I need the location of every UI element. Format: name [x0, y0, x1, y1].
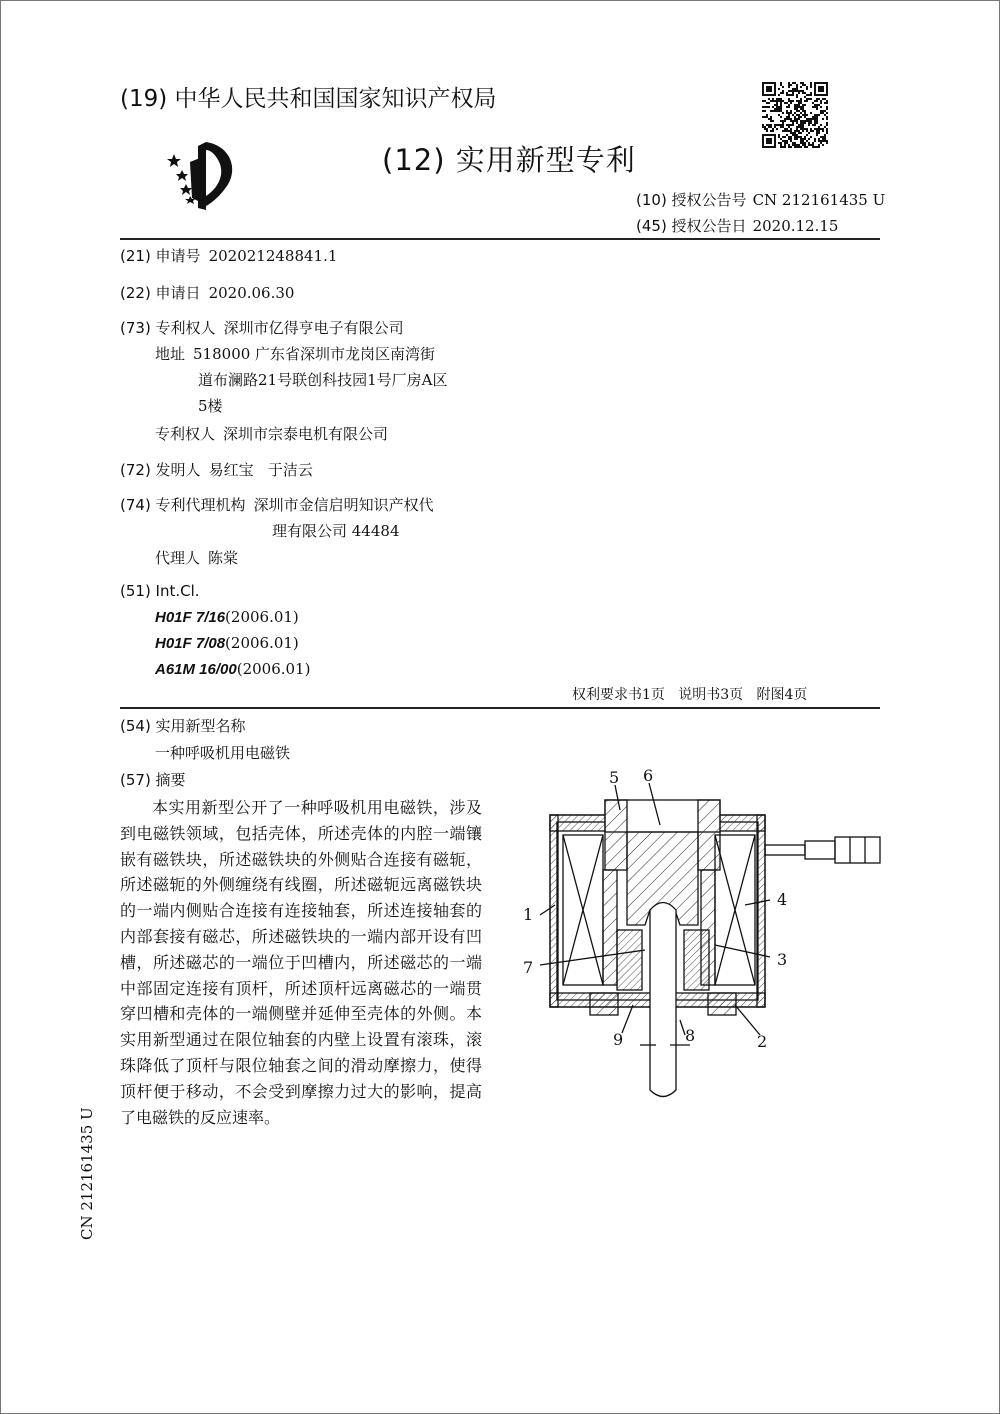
abstract-label: (57) 摘要	[120, 771, 186, 789]
agency-line-2: 理有限公司 44484	[272, 522, 400, 540]
fig-label-8: 8	[685, 1026, 696, 1045]
patentee-row	[120, 317, 404, 338]
intcl-code: H01F 7/08	[155, 635, 226, 652]
intcl-label: (51) Int.Cl.	[120, 582, 200, 600]
intcl-item	[155, 608, 299, 626]
address-label: 地址	[155, 345, 186, 363]
office-name: (19) 中华人民共和国国家知识产权局	[120, 86, 497, 112]
address-row	[155, 343, 435, 364]
agent: 陈棠	[208, 549, 239, 567]
address-line-1: 518000 广东省深圳市龙岗区南湾街	[193, 345, 436, 363]
abstract-text: 本实用新型公开了一种呼吸机用电磁铁，涉及到电磁铁领域，包括壳体，所述壳体的内腔一端镶嵌有磁铁块，所述磁铁块的外侧贴合连接有磁轭，所述磁轭的外侧缠绕有线圈，所述磁轭远离磁铁块的一端内侧贴合连接有连接轴套，所述连接轴套的内部套接有磁芯，所述磁铁块的一端内部开设有凹槽，所述磁芯的一端位于凹槽内，所述磁芯的一端中部固定连接有顶杆，所述顶杆远离磁芯的一端贯穿凹槽和壳体的一端侧壁并延伸至壳体的外侧。本实用新型通过在限位轴套的内壁上设置有滚珠，滚珠降低了顶杆与限位轴套之间的滑动摩擦力，使得顶杆便于移动，不会受到摩擦力过大的影响，提高了电磁铁的反应速率。	[120, 798, 482, 1127]
intcl-item	[155, 660, 310, 678]
intcl-code: A61M 16/00	[155, 661, 237, 678]
inventor-label: (72) 发明人	[120, 461, 201, 479]
patentee-2-row	[155, 423, 388, 444]
agency-row	[120, 494, 434, 515]
fig-label-6: 6	[643, 766, 654, 785]
inventor-row	[120, 459, 313, 480]
intcl-version: (2006.01)	[225, 608, 299, 626]
agent-row	[155, 547, 238, 568]
application-date-row	[120, 282, 294, 303]
side-document-number: CN 212161435 U	[78, 1107, 96, 1240]
intcl-version: (2006.01)	[225, 634, 299, 652]
intcl-code: H01F 7/16	[155, 609, 226, 626]
cnipa-logo	[160, 132, 240, 212]
application-number: 202021248841.1	[208, 247, 338, 265]
application-date: 2020.06.30	[208, 284, 295, 302]
pub-number-row	[636, 189, 885, 210]
fig-label-7: 7	[523, 958, 534, 977]
intcl-version: (2006.01)	[236, 660, 311, 678]
fig-label-9: 9	[613, 1030, 624, 1049]
inventors: 易红宝 于洁云	[208, 461, 313, 479]
title-label: (54) 实用新型名称	[120, 717, 246, 735]
fig-label-1: 1	[523, 905, 534, 924]
pub-date: 2020.12.15	[752, 217, 839, 235]
application-number-label: (21) 申请号	[120, 247, 201, 265]
pub-number: CN 212161435 U	[752, 191, 886, 209]
section-rule	[120, 707, 880, 709]
header-rule	[120, 238, 880, 240]
document-type: (12) 实用新型专利	[382, 143, 636, 177]
patentee-2-label: 专利权人	[155, 425, 216, 443]
fig-label-2: 2	[757, 1032, 768, 1051]
pub-date-row	[636, 215, 838, 236]
address-line-3: 5楼	[198, 397, 223, 415]
fig-label-4: 4	[777, 890, 788, 909]
patentee-1: 深圳市亿得亨电子有限公司	[223, 319, 404, 337]
intcl-item	[155, 634, 299, 652]
fig-label-3: 3	[777, 950, 788, 969]
patentee-label: (73) 专利权人	[120, 319, 216, 337]
abstract-drawing	[515, 765, 895, 1100]
qr-code	[762, 82, 828, 148]
address-line-2: 道布澜路21号联创科技园1号厂房A区	[198, 371, 448, 389]
patentee-2: 深圳市宗泰电机有限公司	[223, 425, 389, 443]
pub-date-label: (45) 授权公告日	[636, 217, 747, 235]
pages-info: 权利要求书1页 说明书3页 附图4页	[572, 687, 808, 703]
pub-number-label: (10) 授权公告号	[636, 191, 747, 209]
agency-line-1: 深圳市金信启明知识产权代	[253, 496, 434, 514]
agency-label: (74) 专利代理机构	[120, 496, 246, 514]
agent-label: 代理人	[155, 549, 201, 567]
application-number-row	[120, 245, 337, 266]
utility-model-title: 一种呼吸机用电磁铁	[155, 744, 291, 762]
fig-label-5: 5	[609, 768, 620, 787]
application-date-label: (22) 申请日	[120, 284, 201, 302]
